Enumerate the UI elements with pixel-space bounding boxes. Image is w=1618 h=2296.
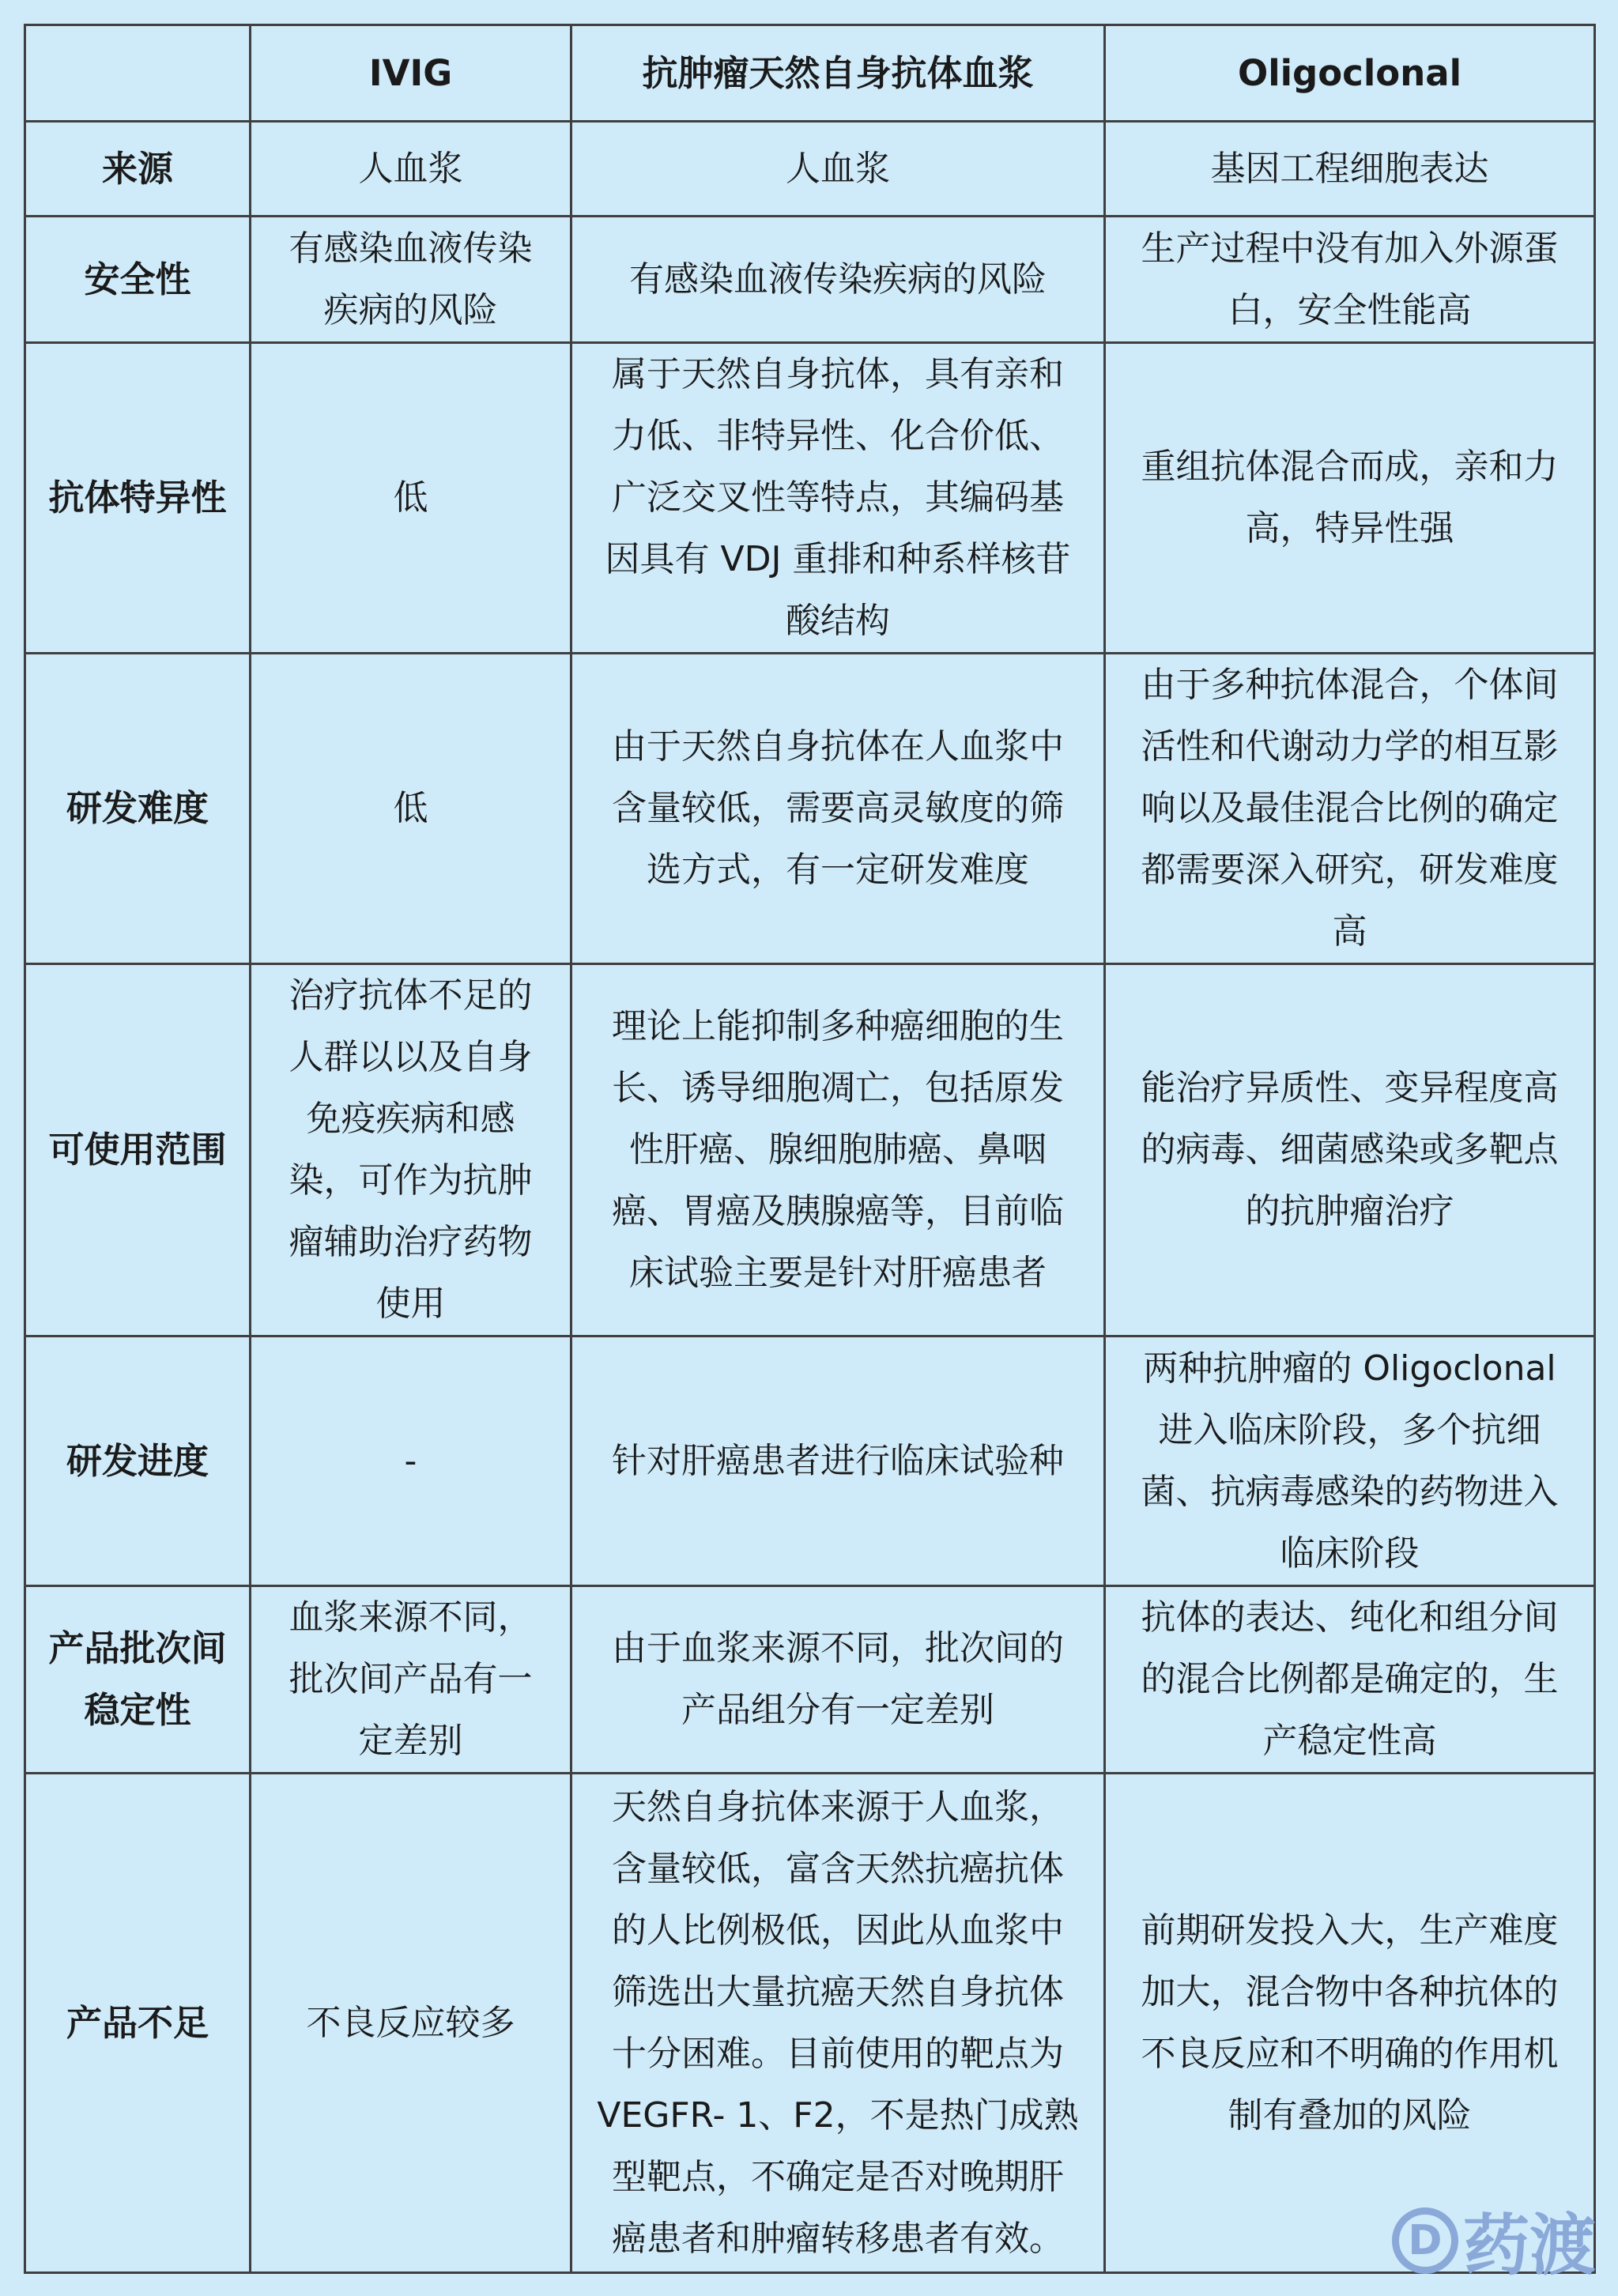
cell-natural: 天然自身抗体来源于人血浆， 含量较低，富含天然抗癌抗体 的人比例极低，因此从血浆中 筛选出大量抗癌天然自身抗体 十分困难。目前使用的靶点为 VEGFR- 1、F2，不是热门成熟 型靶点，不确定是否对晚期肝 癌患者和肿瘤转移患者有效。 (571, 1774, 1105, 2273)
row-label: 安全性 (25, 217, 251, 343)
cell-ivig: 治疗抗体不足的 人群以以及自身 免疫疾病和感 染，可作为抗肿 瘤辅助治疗药物 使用 (251, 964, 571, 1337)
cell-ivig: 血浆来源不同， 批次间产品有一 定差别 (251, 1586, 571, 1774)
row-batch-stability (25, 1586, 1595, 1774)
logo-icon: D (1392, 2207, 1458, 2274)
row-label: 来源 (25, 122, 251, 217)
cell-ivig: 低 (251, 654, 571, 964)
header-blank (25, 25, 251, 122)
cell-oligoclonal: 两种抗肿瘤的 Oligoclonal 进入临床阶段，多个抗细 菌、抗病毒感染的药物进入 临床阶段 (1105, 1337, 1595, 1586)
cell-oligoclonal: 重组抗体混合而成，亲和力 高，特异性强 (1105, 343, 1595, 654)
comparison-table (24, 24, 1596, 2274)
cell-ivig: 不良反应较多 (251, 1774, 571, 2273)
cell-oligoclonal: 抗体的表达、纯化和组分间 的混合比例都是确定的，生 产稳定性高 (1105, 1586, 1595, 1774)
watermark-text: 药渡 (1462, 2207, 1596, 2284)
cell-natural: 人血浆 (571, 122, 1105, 217)
cell-oligoclonal: 生产过程中没有加入外源蛋 白，安全性能高 (1105, 217, 1595, 343)
watermark (1392, 2192, 1596, 2288)
cell-oligoclonal: 由于多种抗体混合，个体间 活性和代谢动力学的相互影 响以及最佳混合比例的确定 都需要深入研究，研发难度 高 (1105, 654, 1595, 964)
cell-oligoclonal: 基因工程细胞表达 (1105, 122, 1595, 217)
row-source (25, 122, 1595, 217)
cell-natural: 由于天然自身抗体在人血浆中 含量较低，需要高灵敏度的筛 选方式，有一定研发难度 (571, 654, 1105, 964)
row-label: 研发难度 (25, 654, 251, 964)
row-safety (25, 217, 1595, 343)
row-rd-difficulty (25, 654, 1595, 964)
header-oligoclonal: Oligoclonal (1105, 25, 1595, 122)
row-rd-progress (25, 1337, 1595, 1586)
row-label: 产品不足 (25, 1774, 251, 2273)
cell-ivig: 人血浆 (251, 122, 571, 217)
header-natural-antibody-plasma: 抗肿瘤天然自身抗体血浆 (571, 25, 1105, 122)
row-product-shortcomings (25, 1774, 1595, 2273)
header-ivig: IVIG (251, 25, 571, 122)
cell-natural: 有感染血液传染疾病的风险 (571, 217, 1105, 343)
cell-oligoclonal: 能治疗异质性、变异程度高 的病毒、细菌感染或多靶点 的抗肿瘤治疗 (1105, 964, 1595, 1337)
row-label: 抗体特异性 (25, 343, 251, 654)
cell-natural: 针对肝癌患者进行临床试验种 (571, 1337, 1105, 1586)
comparison-table-container (24, 24, 1593, 2274)
cell-ivig: - (251, 1337, 571, 1586)
cell-ivig: 低 (251, 343, 571, 654)
cell-ivig: 有感染血液传染 疾病的风险 (251, 217, 571, 343)
cell-natural: 属于天然自身抗体，具有亲和 力低、非特异性、化合价低、 广泛交叉性等特点，其编码基 因具有 VDJ 重排和种系样核苷 酸结构 (571, 343, 1105, 654)
row-specificity (25, 343, 1595, 654)
row-applicable-range (25, 964, 1595, 1337)
row-label: 产品批次间 稳定性 (25, 1586, 251, 1774)
row-label: 研发进度 (25, 1337, 251, 1586)
row-label: 可使用范围 (25, 964, 251, 1337)
header-row (25, 25, 1595, 122)
cell-oligoclonal: 前期研发投入大，生产难度 加大，混合物中各种抗体的 不良反应和不明确的作用机 制有叠加的风险 (1105, 1774, 1595, 2273)
cell-natural: 理论上能抑制多种癌细胞的生 长、诱导细胞凋亡，包括原发 性肝癌、腺细胞肺癌、鼻咽 癌、胃癌及胰腺癌等，目前临 床试验主要是针对肝癌患者 (571, 964, 1105, 1337)
cell-natural: 由于血浆来源不同，批次间的 产品组分有一定差别 (571, 1586, 1105, 1774)
